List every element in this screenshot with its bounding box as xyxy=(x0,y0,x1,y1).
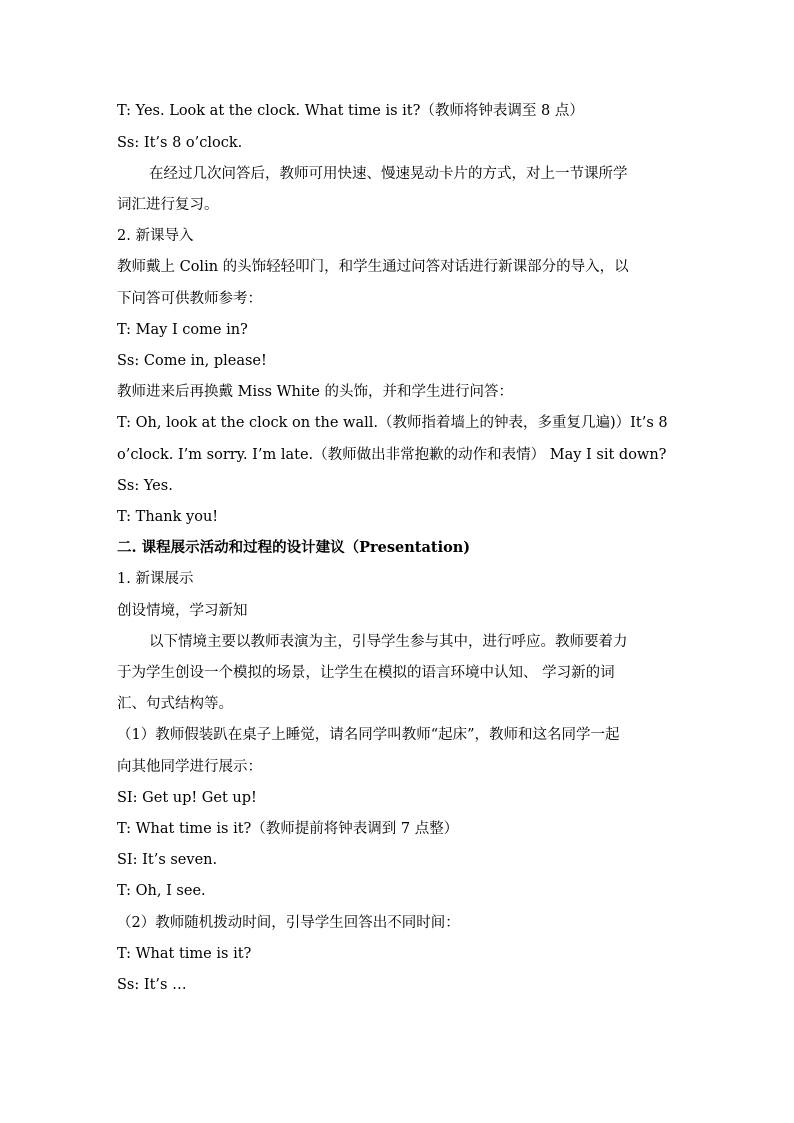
dialogue-line: Ss: It’s 8 o’clock. xyxy=(117,135,243,151)
dialogue-line: T: May I come in? xyxy=(117,322,248,338)
dialogue-line: o’clock. I’m sorry. I’m late.（教师做出非常抱歉的动作和表情） May I sit down? xyxy=(117,447,667,463)
paragraph-line: 词汇进行复习。 xyxy=(117,197,219,213)
section-heading: 二. 课程展示活动和过程的设计建议（Presentation) xyxy=(117,539,471,556)
dialogue-line: SI: Get up! Get up! xyxy=(117,790,257,806)
paragraph-line: 汇、句式结构等。 xyxy=(117,696,233,712)
section-number-heading: 2. 新课导入 xyxy=(117,228,194,244)
paragraph-line: 下问答可供教师参考： xyxy=(117,291,262,307)
paragraph-line: 在经过几次问答后，教师可用快速、慢速晃动卡片的方式，对上一节课所学 xyxy=(149,166,628,182)
paragraph-line: （1）教师假装趴在桌子上睡觉，请名同学叫教师“起床”，教师和这名同学一起 xyxy=(117,727,620,743)
paragraph-line: （2）教师随机拨动时间，引导学生回答出不同时间： xyxy=(117,915,460,931)
paragraph-line: 于为学生创设一个模拟的场景，让学生在模拟的语言环境中认知、 学习新的词 xyxy=(117,665,615,681)
dialogue-line: Ss: Yes. xyxy=(117,478,173,494)
dialogue-line: T: What time is it?（教师提前将钟表调到 7 点整） xyxy=(117,821,459,837)
paragraph-line: 教师进来后再换戴 Miss White 的头饰，并和学生进行问答： xyxy=(117,384,513,400)
dialogue-line: SI: It’s seven. xyxy=(117,852,218,868)
dialogue-line: T: Thank you! xyxy=(117,509,219,525)
dialogue-line: Ss: It’s … xyxy=(117,977,187,993)
subsection-subtitle: 创设情境，学习新知 xyxy=(117,603,248,619)
dialogue-line: T: Oh, I see. xyxy=(117,883,206,899)
dialogue-line: T: Oh, look at the clock on the wall.（教师指着墙上的钟表，多重复几遍)）It’s 8 xyxy=(117,415,668,431)
subsection-heading: 1. 新课展示 xyxy=(117,571,194,587)
dialogue-line: T: Yes. Look at the clock. What time is it?（教师将钟表调至 8 点） xyxy=(117,103,584,119)
paragraph-line: 向其他同学进行展示： xyxy=(117,759,262,775)
paragraph-line: 以下情境主要以教师表演为主，引导学生参与其中，进行呼应。教师要着力 xyxy=(149,634,628,650)
dialogue-line: T: What time is it? xyxy=(117,946,252,962)
paragraph-line: 教师戴上 Colin 的头饰轻轻叩门，和学生通过问答对话进行新课部分的导入，以 xyxy=(117,259,629,275)
dialogue-line: Ss: Come in, please! xyxy=(117,353,267,369)
